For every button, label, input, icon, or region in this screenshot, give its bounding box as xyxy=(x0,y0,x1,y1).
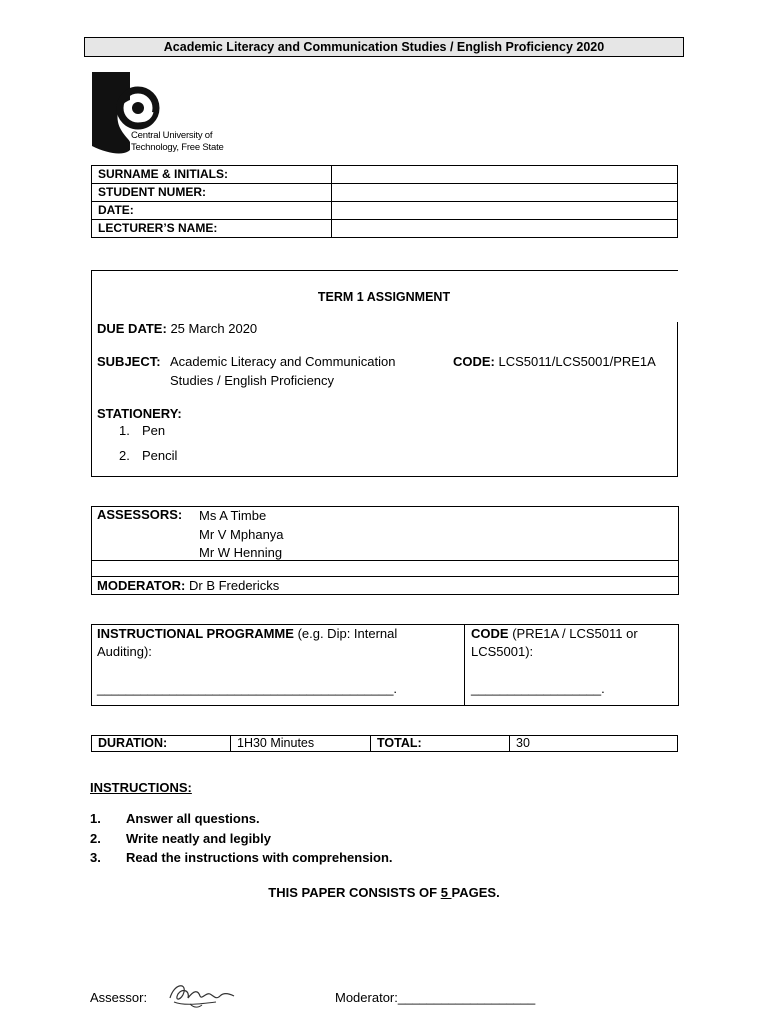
due-date xyxy=(97,321,257,336)
list-item: 2. Write neatly and legibly xyxy=(90,830,271,846)
date-field[interactable] xyxy=(332,202,678,220)
moderator xyxy=(97,578,279,593)
assessor-names: Ms A Timbe Mr V Mphanya Mr W Henning xyxy=(199,508,284,560)
programme-field[interactable]: _________________________________________. xyxy=(97,681,398,696)
due-date-value: 25 March 2020 xyxy=(170,321,258,336)
divider xyxy=(91,576,678,577)
list-item: 2. Pencil xyxy=(119,448,178,463)
surname-label: SURNAME & INITIALS: xyxy=(92,166,332,184)
programme-label: INSTRUCTIONAL PROGRAMME (e.g. Dip: Internal Auditing): xyxy=(97,626,398,659)
total-label: TOTAL: xyxy=(371,736,510,752)
table-row xyxy=(92,736,678,752)
surname-field[interactable] xyxy=(332,166,678,184)
table-row xyxy=(92,166,678,184)
assessors-label: ASSESSORS: xyxy=(97,507,183,522)
page-count: THIS PAPER CONSISTS OF 5 PAGES. xyxy=(268,885,500,900)
due-date-label: DUE DATE: xyxy=(97,321,167,336)
code-value: LCS5011/LCS5001/PRE1A xyxy=(498,354,656,369)
list-item: 1. Pen xyxy=(119,423,166,438)
instructions-heading: INSTRUCTIONS: xyxy=(90,780,192,795)
assessor-signature-label: Assessor: xyxy=(90,990,148,1005)
stationery-label: STATIONERY: xyxy=(97,406,182,421)
list-item: 1. Answer all questions. xyxy=(90,811,260,826)
signature-icon xyxy=(160,978,240,1012)
duration-label: DURATION: xyxy=(92,736,231,752)
programme-code-label: CODE (PRE1A / LCS5011 or LCS5001): xyxy=(471,626,638,659)
student-details-table xyxy=(91,165,678,238)
code-label: CODE: xyxy=(453,354,495,369)
lecturer-label: LECTURER’S NAME: xyxy=(92,220,332,238)
divider xyxy=(464,624,465,705)
term-title: TERM 1 ASSIGNMENT xyxy=(317,290,451,304)
moderator-signature: Moderator:___________________ xyxy=(335,990,536,1005)
list-item: 3. Read the instructions with comprehension. xyxy=(90,850,393,865)
student-number-label: STUDENT NUMER: xyxy=(92,184,332,202)
duration-value: 1H30 Minutes xyxy=(231,736,371,752)
document-header: Academic Literacy and Communication Studies / English Proficiency 2020 xyxy=(84,37,684,57)
date-label: DATE: xyxy=(92,202,332,220)
table-row xyxy=(92,202,678,220)
table-row xyxy=(92,220,678,238)
moderator-value: Dr B Fredericks xyxy=(188,578,280,593)
divider xyxy=(677,322,678,476)
programme-code-field[interactable]: __________________. xyxy=(471,681,605,696)
university-name: Central University of Technology, Free State xyxy=(131,130,224,153)
moderator-label: MODERATOR: xyxy=(97,578,186,593)
subject-label: SUBJECT: xyxy=(97,354,161,369)
divider xyxy=(91,560,678,561)
instructions-list xyxy=(90,809,393,868)
student-number-field[interactable] xyxy=(332,184,678,202)
table-row xyxy=(92,184,678,202)
total-value: 30 xyxy=(510,736,678,752)
subject-value-line2: Studies / English Proficiency xyxy=(170,373,335,388)
duration-table xyxy=(91,735,678,752)
subject-value-line1: Academic Literacy and Communication xyxy=(170,354,396,369)
lecturer-field[interactable] xyxy=(332,220,678,238)
moderator-signature-field[interactable]: ___________________ xyxy=(397,990,536,1005)
subject-code xyxy=(453,354,656,369)
